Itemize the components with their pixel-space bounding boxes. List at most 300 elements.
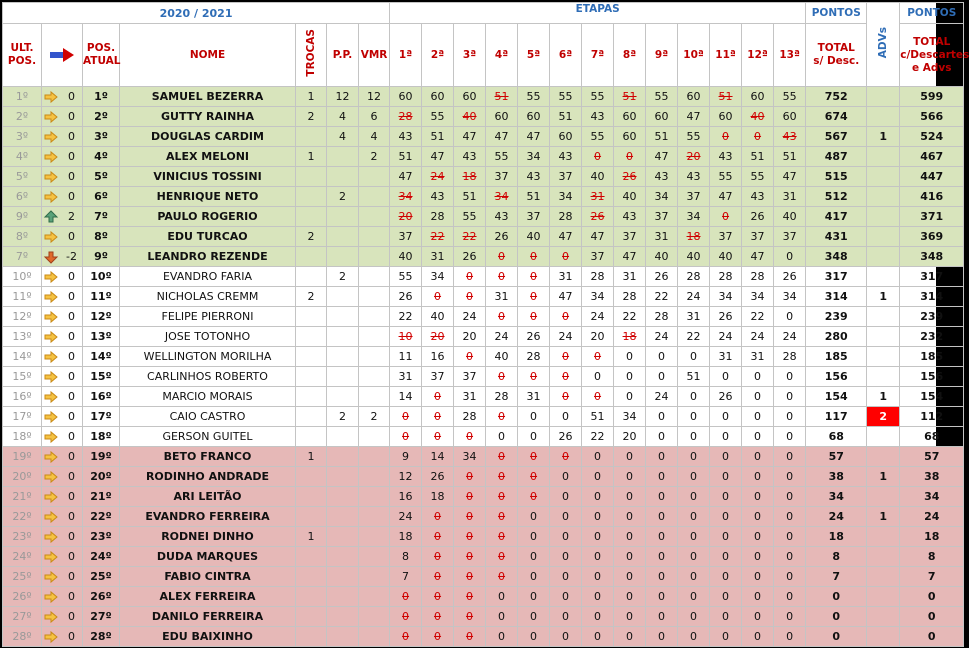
current-position: 10º xyxy=(83,267,120,287)
final-total: 24 xyxy=(900,507,964,527)
player-name: ARI LEITÃO xyxy=(120,487,296,507)
stage-score-11: 0 xyxy=(710,367,742,387)
last-position: 22º xyxy=(3,507,42,527)
stage-score-3: 0 xyxy=(454,527,486,547)
stage-score-5: 0 xyxy=(518,447,550,467)
arrow-right-icon xyxy=(42,287,61,307)
stage-score-10: 34 xyxy=(678,207,710,227)
stage-score-13: 26 xyxy=(774,267,806,287)
stage-score-1: 10 xyxy=(390,327,422,347)
stage-score-8: 43 xyxy=(614,207,646,227)
arrow-right-icon xyxy=(42,367,61,387)
pontos-final-label: PONTOS xyxy=(900,3,964,24)
stage-score-5: 0 xyxy=(518,307,550,327)
stage-score-9: 0 xyxy=(646,427,678,447)
stage-score-1: 55 xyxy=(390,267,422,287)
current-position: 21º xyxy=(83,487,120,507)
stage-score-7: 0 xyxy=(582,507,614,527)
trocas-value xyxy=(296,507,327,527)
advs-count xyxy=(867,487,900,507)
stage-score-13: 60 xyxy=(774,107,806,127)
player-name: ALEX FERREIRA xyxy=(120,587,296,607)
total-without-discards: 8 xyxy=(806,547,867,567)
pp-value xyxy=(327,447,359,467)
stage-score-13: 0 xyxy=(774,527,806,547)
arrow-down-icon xyxy=(42,247,61,267)
advs-count xyxy=(867,547,900,567)
trocas-value: 1 xyxy=(296,147,327,167)
stage-score-13: 0 xyxy=(774,547,806,567)
last-position: 27º xyxy=(3,607,42,627)
current-position: 15º xyxy=(83,367,120,387)
final-total: 0 xyxy=(900,607,964,627)
stage-score-4: 37 xyxy=(486,167,518,187)
last-position: 7º xyxy=(3,247,42,267)
final-total: 185 xyxy=(900,347,964,367)
player-name: EDU BAIXINHO xyxy=(120,627,296,647)
stage-score-1: 0 xyxy=(390,587,422,607)
stage-score-11: 0 xyxy=(710,207,742,227)
total-without-discards: 185 xyxy=(806,347,867,367)
stage-score-13: 0 xyxy=(774,587,806,607)
table-row xyxy=(3,227,964,247)
arrow-right-icon xyxy=(42,587,61,607)
total-without-discards: 431 xyxy=(806,227,867,247)
stage-score-7: 51 xyxy=(582,407,614,427)
stage-score-6: 60 xyxy=(550,127,582,147)
pp-value: 4 xyxy=(327,127,359,147)
stage-score-3: 0 xyxy=(454,507,486,527)
vmr-value xyxy=(359,427,390,447)
trocas-value xyxy=(296,207,327,227)
arrow-right-icon xyxy=(42,347,61,367)
last-position: 21º xyxy=(3,487,42,507)
stage-score-9: 28 xyxy=(646,307,678,327)
stage-score-8: 0 xyxy=(614,367,646,387)
stage-score-10: 0 xyxy=(678,407,710,427)
arrow-right-icon xyxy=(42,307,61,327)
total-without-discards: 0 xyxy=(806,627,867,647)
pp-value xyxy=(327,547,359,567)
stage-score-10: 0 xyxy=(678,567,710,587)
stage-score-4: 0 xyxy=(486,487,518,507)
current-position: 28º xyxy=(83,627,120,647)
last-position: 2º xyxy=(3,107,42,127)
stage-score-11: 43 xyxy=(710,147,742,167)
stage-header-2: 2ª xyxy=(422,24,454,87)
stage-score-9: 34 xyxy=(646,187,678,207)
stage-score-13: 34 xyxy=(774,287,806,307)
stage-score-8: 51 xyxy=(614,87,646,107)
stage-score-5: 0 xyxy=(518,627,550,647)
table-row xyxy=(3,247,964,267)
pp-value xyxy=(327,607,359,627)
standings-sheet xyxy=(2,2,969,646)
total-without-discards: 512 xyxy=(806,187,867,207)
stage-score-9: 0 xyxy=(646,367,678,387)
stage-score-5: 37 xyxy=(518,207,550,227)
table-row xyxy=(3,467,964,487)
stage-score-2: 0 xyxy=(422,527,454,547)
stage-score-2: 14 xyxy=(422,447,454,467)
stage-score-9: 0 xyxy=(646,347,678,367)
current-position: 8º xyxy=(83,227,120,247)
stage-score-8: 0 xyxy=(614,607,646,627)
last-position: 16º xyxy=(3,387,42,407)
arrow-right-icon xyxy=(42,87,61,107)
current-position: 13º xyxy=(83,327,120,347)
stage-score-6: 0 xyxy=(550,567,582,587)
stage-score-3: 0 xyxy=(454,487,486,507)
final-total: 371 xyxy=(900,207,964,227)
player-name: RODINHO ANDRADE xyxy=(120,467,296,487)
stage-score-5: 55 xyxy=(518,87,550,107)
final-total: 38 xyxy=(900,467,964,487)
current-position: 4º xyxy=(83,147,120,167)
final-total: 467 xyxy=(900,147,964,167)
stage-score-6: 0 xyxy=(550,607,582,627)
stage-score-9: 43 xyxy=(646,167,678,187)
stage-score-7: 0 xyxy=(582,527,614,547)
stage-score-8: 0 xyxy=(614,487,646,507)
current-pos-header: POS. ATUAL xyxy=(83,24,120,87)
final-total: 239 xyxy=(900,307,964,327)
pp-value xyxy=(327,247,359,267)
position-change: 0 xyxy=(61,387,83,407)
arrow-right-icon xyxy=(42,187,61,207)
stage-score-4: 0 xyxy=(486,587,518,607)
stage-score-12: 47 xyxy=(742,247,774,267)
stage-header-3: 3ª xyxy=(454,24,486,87)
stage-score-1: 47 xyxy=(390,167,422,187)
arrow-right-icon xyxy=(42,387,61,407)
last-position: 24º xyxy=(3,547,42,567)
last-position: 17º xyxy=(3,407,42,427)
position-change: 0 xyxy=(61,347,83,367)
stage-score-1: 12 xyxy=(390,467,422,487)
table-row xyxy=(3,127,964,147)
stage-score-2: 34 xyxy=(422,267,454,287)
stage-score-3: 40 xyxy=(454,107,486,127)
stage-score-4: 0 xyxy=(486,547,518,567)
final-total: 57 xyxy=(900,447,964,467)
stage-score-8: 34 xyxy=(614,407,646,427)
stage-score-11: 0 xyxy=(710,407,742,427)
stage-score-8: 28 xyxy=(614,287,646,307)
position-change: 0 xyxy=(61,527,83,547)
stage-score-8: 0 xyxy=(614,547,646,567)
stage-score-3: 0 xyxy=(454,347,486,367)
last-position: 15º xyxy=(3,367,42,387)
player-name: ALEX MELONI xyxy=(120,147,296,167)
stage-score-7: 22 xyxy=(582,427,614,447)
stage-score-4: 0 xyxy=(486,407,518,427)
stage-score-4: 0 xyxy=(486,607,518,627)
total-without-discards: 0 xyxy=(806,607,867,627)
stage-score-13: 0 xyxy=(774,567,806,587)
stage-score-9: 51 xyxy=(646,127,678,147)
stage-score-10: 0 xyxy=(678,527,710,547)
stage-score-4: 51 xyxy=(486,87,518,107)
movement-header xyxy=(42,24,83,87)
vmr-value xyxy=(359,607,390,627)
arrow-right-icon xyxy=(42,107,61,127)
last-position: 6º xyxy=(3,187,42,207)
position-change: 0 xyxy=(61,587,83,607)
stage-score-5: 0 xyxy=(518,367,550,387)
table-row xyxy=(3,367,964,387)
stage-score-10: 51 xyxy=(678,367,710,387)
arrow-up-icon xyxy=(42,207,61,227)
stage-score-8: 18 xyxy=(614,327,646,347)
stage-score-9: 22 xyxy=(646,287,678,307)
last-position: 12º xyxy=(3,307,42,327)
final-total: 447 xyxy=(900,167,964,187)
stage-score-6: 51 xyxy=(550,107,582,127)
stage-score-2: 26 xyxy=(422,467,454,487)
arrow-right-icon xyxy=(42,227,61,247)
stage-score-3: 0 xyxy=(454,267,486,287)
stage-score-12: 24 xyxy=(742,327,774,347)
stage-score-9: 37 xyxy=(646,207,678,227)
stage-score-1: 60 xyxy=(390,87,422,107)
stage-score-7: 0 xyxy=(582,387,614,407)
stage-score-7: 47 xyxy=(582,227,614,247)
position-change: 0 xyxy=(61,427,83,447)
position-change: 0 xyxy=(61,627,83,647)
stage-score-2: 18 xyxy=(422,487,454,507)
stage-score-10: 0 xyxy=(678,447,710,467)
stage-score-3: 55 xyxy=(454,207,486,227)
stage-score-2: 0 xyxy=(422,387,454,407)
stage-score-10: 18 xyxy=(678,227,710,247)
stage-score-1: 8 xyxy=(390,547,422,567)
stage-score-12: 0 xyxy=(742,627,774,647)
stage-score-12: 0 xyxy=(742,607,774,627)
arrow-right-icon xyxy=(42,327,61,347)
stage-header-10: 10ª xyxy=(678,24,710,87)
total-without-discards: 239 xyxy=(806,307,867,327)
stage-score-9: 60 xyxy=(646,107,678,127)
pp-value xyxy=(327,507,359,527)
stage-score-10: 22 xyxy=(678,327,710,347)
position-change: 0 xyxy=(61,467,83,487)
stage-score-2: 24 xyxy=(422,167,454,187)
total-without-discards: 348 xyxy=(806,247,867,267)
last-position: 5º xyxy=(3,167,42,187)
stage-score-10: 60 xyxy=(678,87,710,107)
stage-score-3: 34 xyxy=(454,447,486,467)
vmr-value xyxy=(359,547,390,567)
final-total: 524 xyxy=(900,127,964,147)
standings-body xyxy=(3,87,964,647)
position-change: 0 xyxy=(61,367,83,387)
stage-header-1: 1ª xyxy=(390,24,422,87)
total-without-discards: 417 xyxy=(806,207,867,227)
stage-score-12: 0 xyxy=(742,507,774,527)
stage-score-2: 0 xyxy=(422,567,454,587)
stage-score-9: 0 xyxy=(646,467,678,487)
vmr-value: 2 xyxy=(359,147,390,167)
stage-score-12: 0 xyxy=(742,587,774,607)
stage-score-3: 43 xyxy=(454,147,486,167)
stage-score-13: 0 xyxy=(774,407,806,427)
stage-score-9: 47 xyxy=(646,147,678,167)
stage-header-6: 6ª xyxy=(550,24,582,87)
advs-count xyxy=(867,87,900,107)
stage-score-8: 0 xyxy=(614,627,646,647)
stage-score-5: 0 xyxy=(518,607,550,627)
stage-score-13: 43 xyxy=(774,127,806,147)
stage-score-11: 0 xyxy=(710,567,742,587)
advs-header: ADVs xyxy=(867,3,900,87)
stage-score-6: 0 xyxy=(550,347,582,367)
stage-score-5: 28 xyxy=(518,347,550,367)
stage-score-7: 55 xyxy=(582,127,614,147)
stage-score-10: 0 xyxy=(678,467,710,487)
stage-score-12: 22 xyxy=(742,307,774,327)
stage-score-6: 0 xyxy=(550,447,582,467)
stage-score-10: 47 xyxy=(678,107,710,127)
stage-score-2: 0 xyxy=(422,607,454,627)
player-name: JOSE TOTONHO xyxy=(120,327,296,347)
player-name: DOUGLAS CARDIM xyxy=(120,127,296,147)
stage-score-12: 0 xyxy=(742,527,774,547)
pp-value: 12 xyxy=(327,87,359,107)
trocas-value xyxy=(296,327,327,347)
arrow-right-icon xyxy=(42,407,61,427)
stage-score-11: 0 xyxy=(710,507,742,527)
stage-score-8: 22 xyxy=(614,307,646,327)
table-row xyxy=(3,607,964,627)
stage-score-12: 51 xyxy=(742,147,774,167)
stage-score-3: 20 xyxy=(454,327,486,347)
pp-value: 2 xyxy=(327,407,359,427)
trocas-value xyxy=(296,607,327,627)
vmr-value xyxy=(359,267,390,287)
stage-score-6: 24 xyxy=(550,327,582,347)
trocas-value xyxy=(296,307,327,327)
stage-score-8: 0 xyxy=(614,387,646,407)
pp-value xyxy=(327,347,359,367)
advs-count xyxy=(867,427,900,447)
stage-score-13: 0 xyxy=(774,627,806,647)
stage-score-12: 31 xyxy=(742,347,774,367)
table-row xyxy=(3,347,964,367)
stage-score-5: 43 xyxy=(518,167,550,187)
stage-score-8: 0 xyxy=(614,467,646,487)
stage-score-2: 47 xyxy=(422,147,454,167)
trocas-value: 2 xyxy=(296,107,327,127)
player-name: BETO FRANCO xyxy=(120,447,296,467)
vmr-value: 4 xyxy=(359,127,390,147)
stage-score-8: 0 xyxy=(614,507,646,527)
advs-count xyxy=(867,607,900,627)
stage-score-1: 16 xyxy=(390,487,422,507)
final-total: 0 xyxy=(900,627,964,647)
arrow-right-icon xyxy=(42,147,61,167)
stage-score-11: 0 xyxy=(710,427,742,447)
stage-score-10: 0 xyxy=(678,347,710,367)
stage-score-6: 47 xyxy=(550,227,582,247)
final-total: 314 xyxy=(900,287,964,307)
stage-score-13: 24 xyxy=(774,327,806,347)
stage-score-5: 0 xyxy=(518,407,550,427)
arrow-right-icon xyxy=(42,507,61,527)
advs-count: 1 xyxy=(867,287,900,307)
stage-score-10: 0 xyxy=(678,627,710,647)
stage-score-3: 51 xyxy=(454,187,486,207)
total-without-discards: 752 xyxy=(806,87,867,107)
stage-score-8: 60 xyxy=(614,107,646,127)
trocas-value: 1 xyxy=(296,527,327,547)
stage-score-10: 24 xyxy=(678,287,710,307)
current-position: 1º xyxy=(83,87,120,107)
arrow-right-icon xyxy=(42,167,61,187)
arrow-right-icon xyxy=(42,567,61,587)
vmr-value xyxy=(359,167,390,187)
stage-score-1: 37 xyxy=(390,227,422,247)
position-change: 0 xyxy=(61,567,83,587)
stage-score-5: 26 xyxy=(518,327,550,347)
stage-score-1: 24 xyxy=(390,507,422,527)
trocas-value xyxy=(296,187,327,207)
stage-score-1: 0 xyxy=(390,427,422,447)
table-row xyxy=(3,167,964,187)
table-row xyxy=(3,307,964,327)
stage-score-13: 0 xyxy=(774,427,806,447)
stage-score-4: 0 xyxy=(486,267,518,287)
stage-score-5: 51 xyxy=(518,187,550,207)
stage-score-3: 24 xyxy=(454,307,486,327)
stage-score-5: 34 xyxy=(518,147,550,167)
stage-score-13: 0 xyxy=(774,507,806,527)
stage-score-13: 40 xyxy=(774,207,806,227)
stage-score-1: 40 xyxy=(390,247,422,267)
total-without-discards: 515 xyxy=(806,167,867,187)
stage-score-7: 0 xyxy=(582,447,614,467)
stage-score-7: 0 xyxy=(582,547,614,567)
player-name: CARLINHOS ROBERTO xyxy=(120,367,296,387)
total-without-discards: 18 xyxy=(806,527,867,547)
stage-score-2: 37 xyxy=(422,367,454,387)
stage-score-10: 20 xyxy=(678,147,710,167)
stage-score-7: 37 xyxy=(582,247,614,267)
pp-value: 4 xyxy=(327,107,359,127)
position-change: 0 xyxy=(61,487,83,507)
vmr-value xyxy=(359,307,390,327)
table-row xyxy=(3,507,964,527)
position-change: 0 xyxy=(61,147,83,167)
stage-header-12: 12ª xyxy=(742,24,774,87)
stage-score-8: 0 xyxy=(614,587,646,607)
stage-score-12: 40 xyxy=(742,107,774,127)
stage-score-12: 60 xyxy=(742,87,774,107)
advs-count xyxy=(867,267,900,287)
stage-score-2: 16 xyxy=(422,347,454,367)
stage-score-11: 0 xyxy=(710,467,742,487)
stage-score-2: 0 xyxy=(422,407,454,427)
position-change: -2 xyxy=(61,247,83,267)
stage-score-11: 28 xyxy=(710,267,742,287)
stage-score-11: 0 xyxy=(710,607,742,627)
stage-score-8: 0 xyxy=(614,147,646,167)
stage-score-4: 43 xyxy=(486,207,518,227)
stage-score-3: 0 xyxy=(454,427,486,447)
table-row xyxy=(3,407,964,427)
stage-score-1: 7 xyxy=(390,567,422,587)
stage-score-7: 0 xyxy=(582,567,614,587)
